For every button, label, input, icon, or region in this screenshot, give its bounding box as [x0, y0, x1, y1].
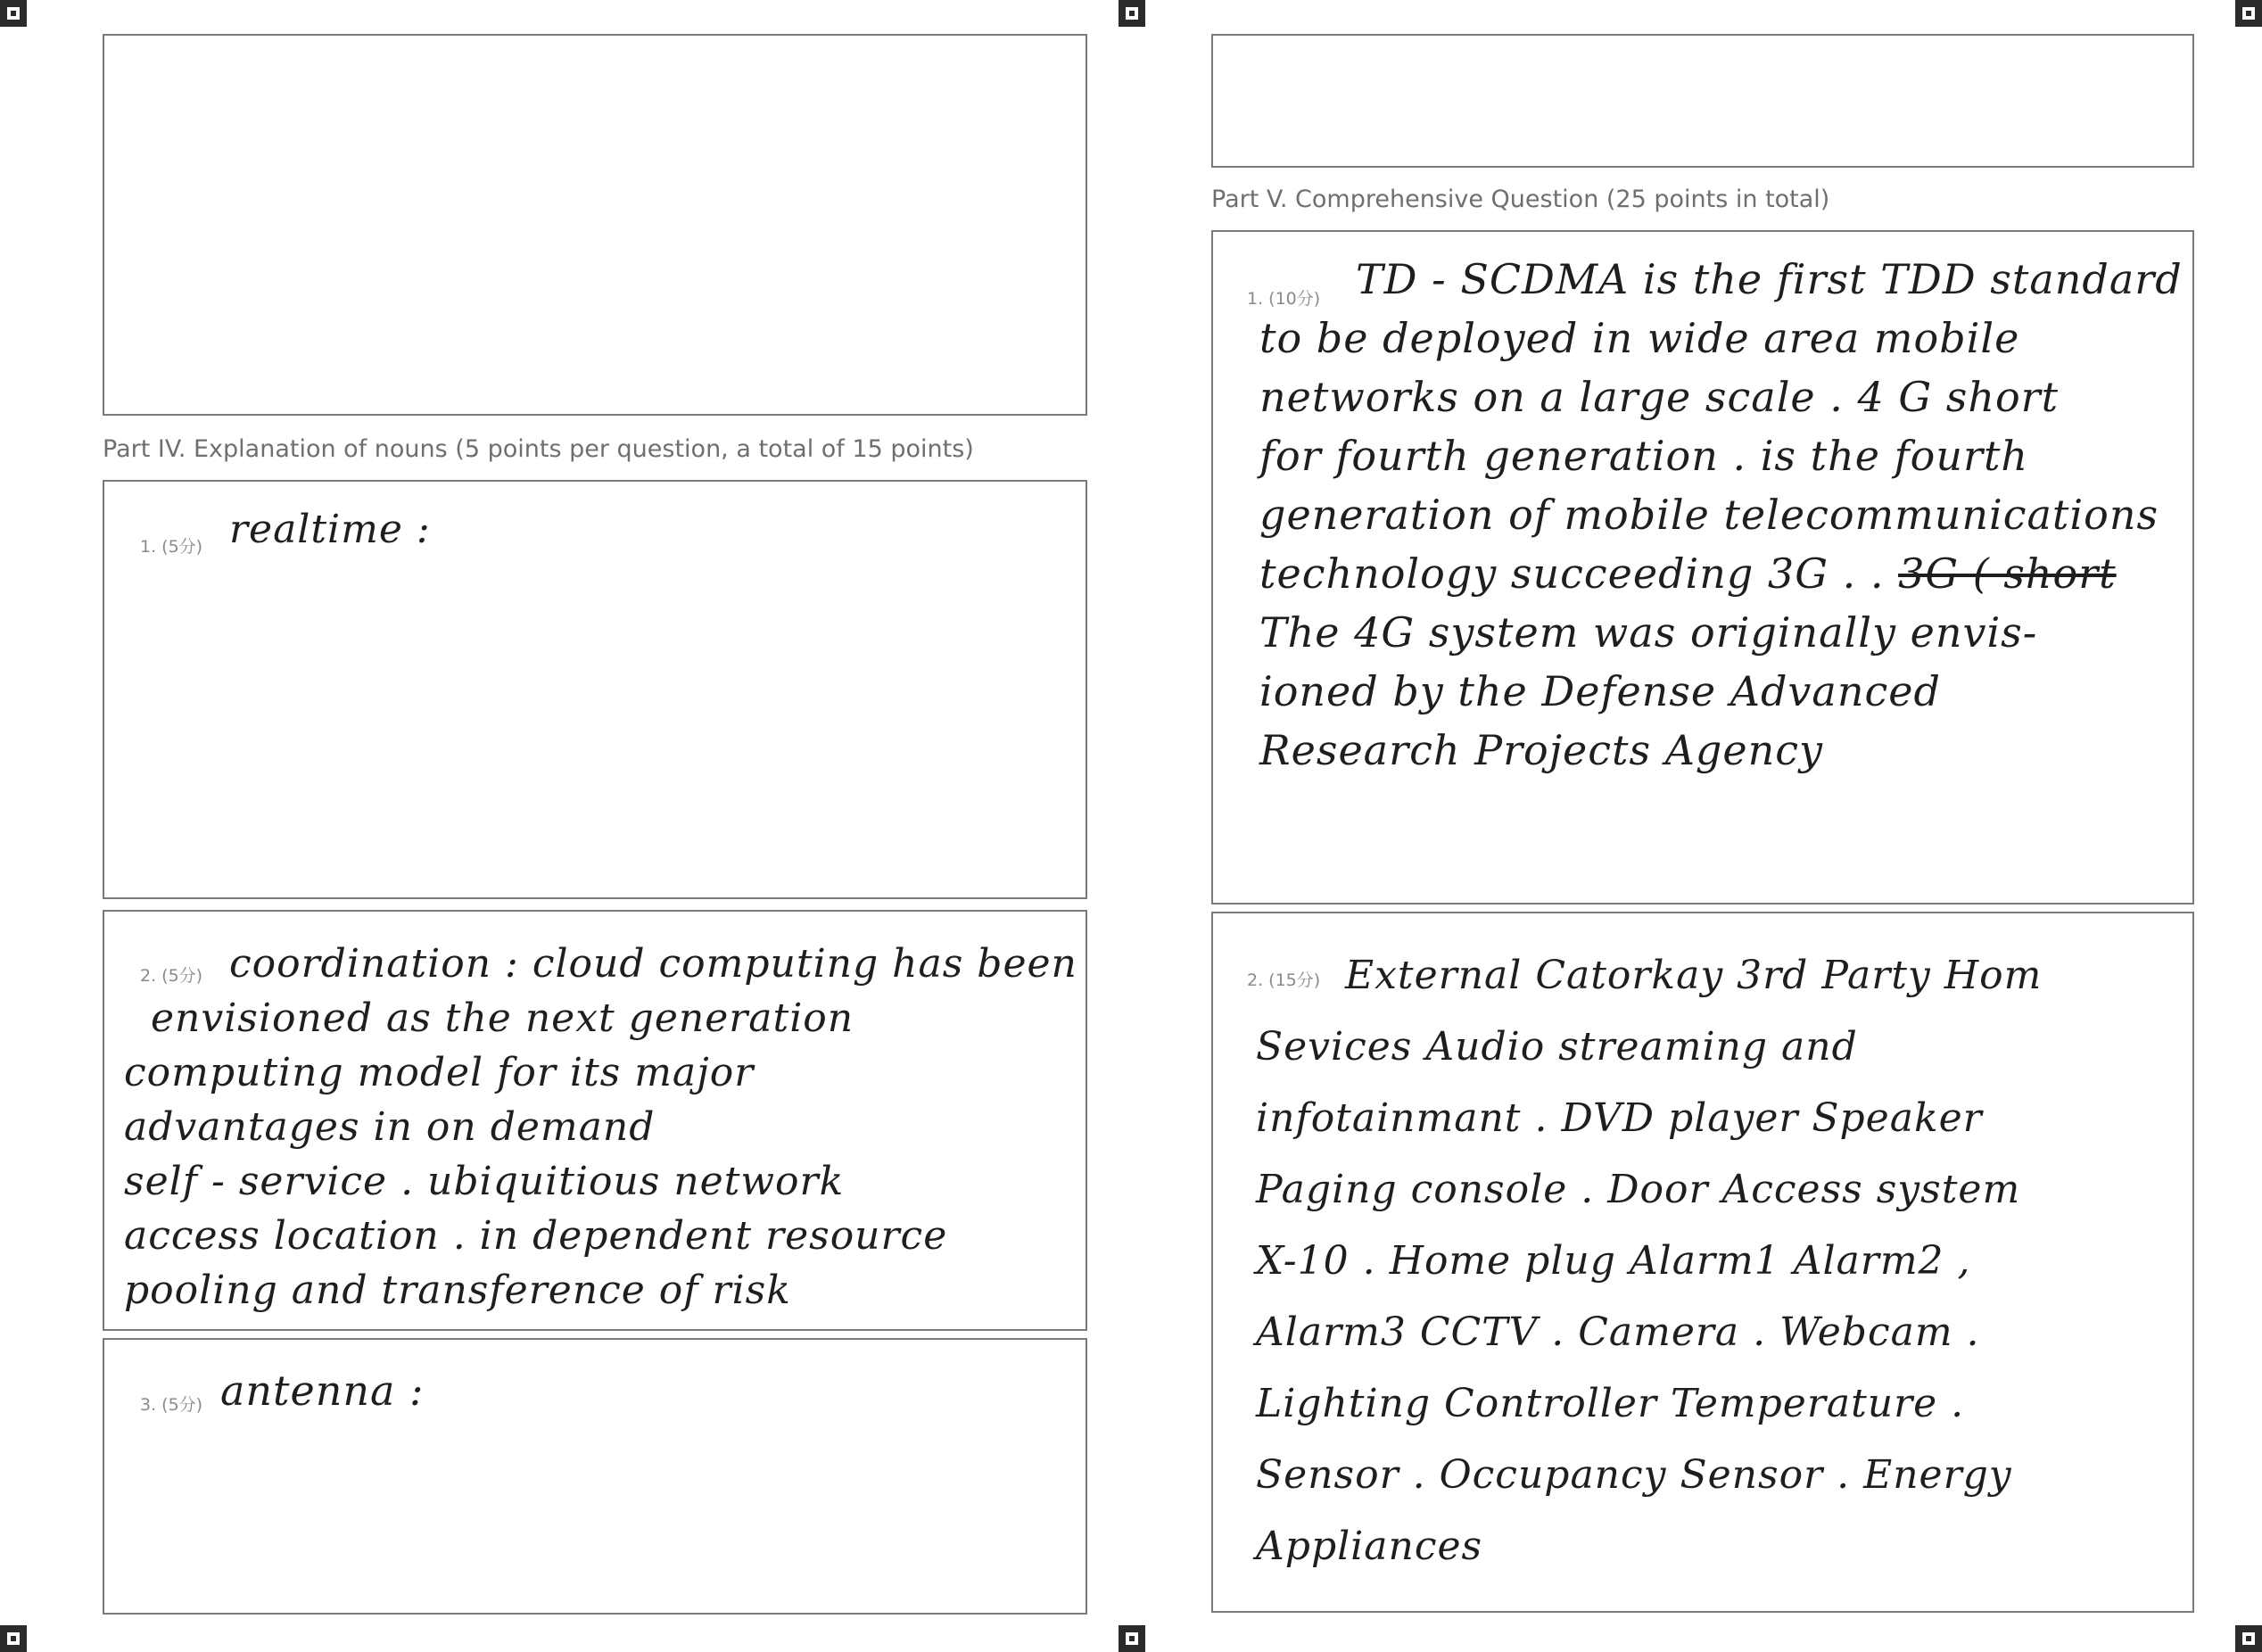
part-v-question-2-answer [1256, 940, 2042, 1582]
previous-answer-box-right [1211, 34, 2194, 168]
answer-line: ioned by the Defense Advanced [1259, 667, 1941, 715]
struck-out-text: 3G ( short [1898, 549, 2117, 598]
part-iv-question-3-answer [220, 1367, 425, 1415]
answer-line [1259, 544, 2183, 603]
answer-line: to be deployed in wide area mobile [1259, 314, 2020, 362]
alignment-marker-bottom-right [2235, 1625, 2262, 1652]
answer-line: access location . in dependent resource [124, 1213, 948, 1259]
part-iv-question-3-box[interactable] [103, 1338, 1087, 1615]
part-v-question-2-box[interactable] [1211, 912, 2194, 1613]
answer-line: self - service . ubiquitious network [124, 1159, 845, 1204]
answer-line: Sensor . Occupancy Sensor . Energy [1256, 1452, 2012, 1498]
answer-line: X-10 . Home plug Alarm1 Alarm2 , [1256, 1238, 1971, 1284]
answer-line: Appliances [1256, 1524, 1483, 1569]
answer-line: realtime : [229, 507, 431, 552]
answer-line: generation of mobile telecommunications [1259, 491, 2159, 539]
answer-line: External Catorkay 3rd Party Hom [1345, 953, 2043, 998]
part-iv-question-1-box[interactable] [103, 480, 1087, 899]
part-v-question-1-box[interactable] [1211, 230, 2194, 904]
answer-line: Alarm3 CCTV . Camera . Webcam . [1256, 1309, 1980, 1355]
alignment-marker-bottom-left [0, 1625, 27, 1652]
answer-line: antenna : [220, 1367, 425, 1415]
answer-line: Sevices Audio streaming and [1256, 1024, 1858, 1070]
answer-line-text: technology succeeding 3G . . [1259, 549, 1885, 598]
alignment-marker-top-left [0, 0, 27, 27]
answer-line: envisioned as the next generation [151, 995, 854, 1041]
part-iv-question-1-answer [229, 507, 431, 552]
part-iv-question-2-answer [124, 937, 1077, 1317]
part-iv-heading: Part IV. Explanation of nouns (5 points per question, a total of 15 points) [103, 435, 974, 463]
answer-line: Lighting Controller Temperature . [1256, 1381, 1965, 1426]
answer-line: advantages in on demand [124, 1104, 656, 1150]
part-iv-question-2-number: 2. (5分) [140, 966, 203, 986]
part-v-question-1-answer [1259, 250, 2183, 780]
answer-line: pooling and transference of risk [124, 1268, 791, 1313]
answer-line: coordination : cloud computing has been [229, 941, 1077, 987]
answer-line: networks on a large scale . 4 G short [1259, 373, 2060, 421]
alignment-marker-top-right [2235, 0, 2262, 27]
answer-line: Paging console . Door Access system [1256, 1167, 2021, 1212]
part-iv-question-2-box[interactable] [103, 910, 1087, 1331]
answer-line: TD - SCDMA is the first TDD standard [1356, 255, 2183, 303]
part-v-question-1-number: 1. (10分) [1247, 289, 1321, 309]
answer-line: Research Projects Agency [1259, 726, 1823, 774]
answer-line: for fourth generation . is the fourth [1259, 432, 2029, 480]
answer-line: computing model for its major [124, 1050, 755, 1095]
part-iv-question-1-number: 1. (5分) [140, 537, 203, 557]
alignment-marker-bottom-center [1119, 1625, 1145, 1652]
answer-line: infotainmant . DVD player Speaker [1256, 1095, 1983, 1141]
part-v-question-2-number: 2. (15分) [1247, 971, 1321, 990]
part-v-heading: Part V. Comprehensive Question (25 points in total) [1211, 186, 1830, 213]
previous-answer-box-left [103, 34, 1087, 416]
alignment-marker-top-center [1119, 0, 1145, 27]
answer-line: The 4G system was originally envis- [1259, 608, 2038, 657]
part-iv-question-3-number: 3. (5分) [140, 1395, 203, 1415]
